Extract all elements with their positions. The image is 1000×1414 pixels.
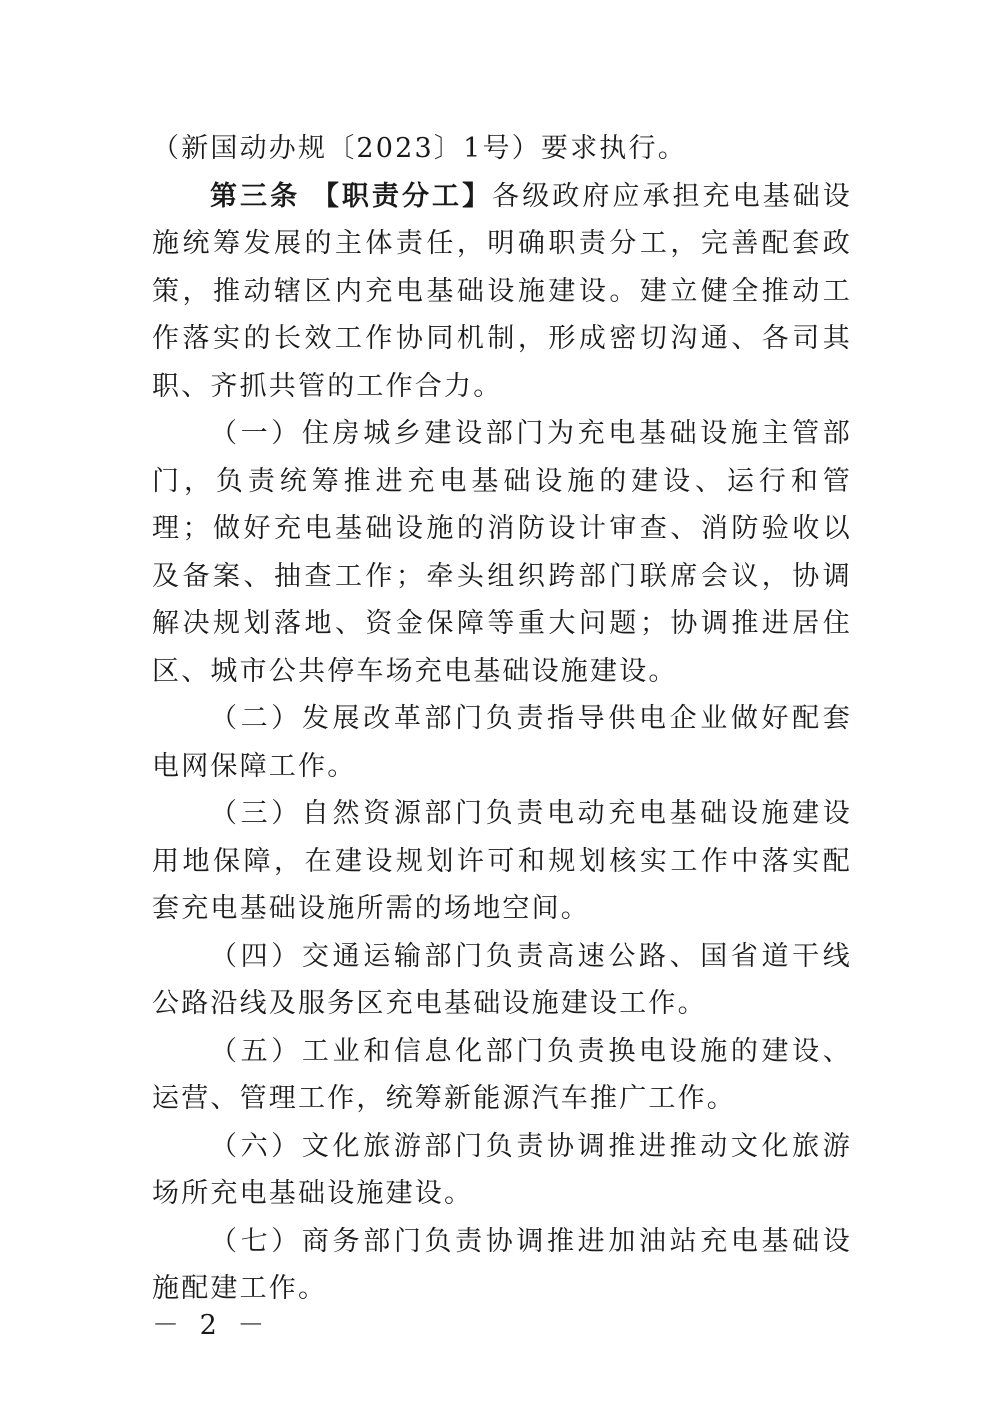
page-number: － 2 － [152, 1310, 271, 1341]
article-number: 第三条 [210, 180, 301, 212]
article-body: 各级政府应承担充电基础设施统筹发展的主体责任，明确职责分工，完善配套政策，推动辖区内充电基础设施建设。建立健全推动工作落实的长效工作协同机制，形成密切沟通、各司其职、齐抓共管的工作合力。 [152, 180, 852, 402]
continuation-paragraph: （新国动办规〔2023〕1号）要求执行。 [152, 133, 687, 164]
list-item: （七）商务部门负责协调推进加油站充电基础设施配建工作。 [152, 1225, 852, 1304]
document-page [152, 125, 852, 1313]
list-item: （二）发展改革部门负责指导供电企业做好配套电网保障工作。 [152, 703, 852, 782]
list-item: （五）工业和信息化部门负责换电设施的建设、运营、管理工作，统筹新能源汽车推广工作。 [152, 1035, 852, 1114]
list-item: （六）文化旅游部门负责协调推进推动文化旅游场所充电基础设施建设。 [152, 1130, 852, 1209]
list-item: （一）住房城乡建设部门为充电基础设施主管部门，负责统筹推进充电基础设施的建设、运行和管理；做好充电基础设施的消防设计审查、消防验收以及备案、抽查工作；牵头组织跨部门联席会议，协调解决规划落地、资金保障等重大问题；协调推进居住区、城市公共停车场充电基础设施建设。 [152, 418, 852, 687]
article-heading: 【职责分工】 [311, 180, 493, 212]
list-item: （四）交通运输部门负责高速公路、国省道干线公路沿线及服务区充电基础设施建设工作。 [152, 940, 852, 1019]
article-3-paragraph [152, 173, 852, 411]
list-item: （三）自然资源部门负责电动充电基础设施建设用地保障，在建设规划许可和规划核实工作中落实配套充电基础设施所需的场地空间。 [152, 798, 852, 924]
